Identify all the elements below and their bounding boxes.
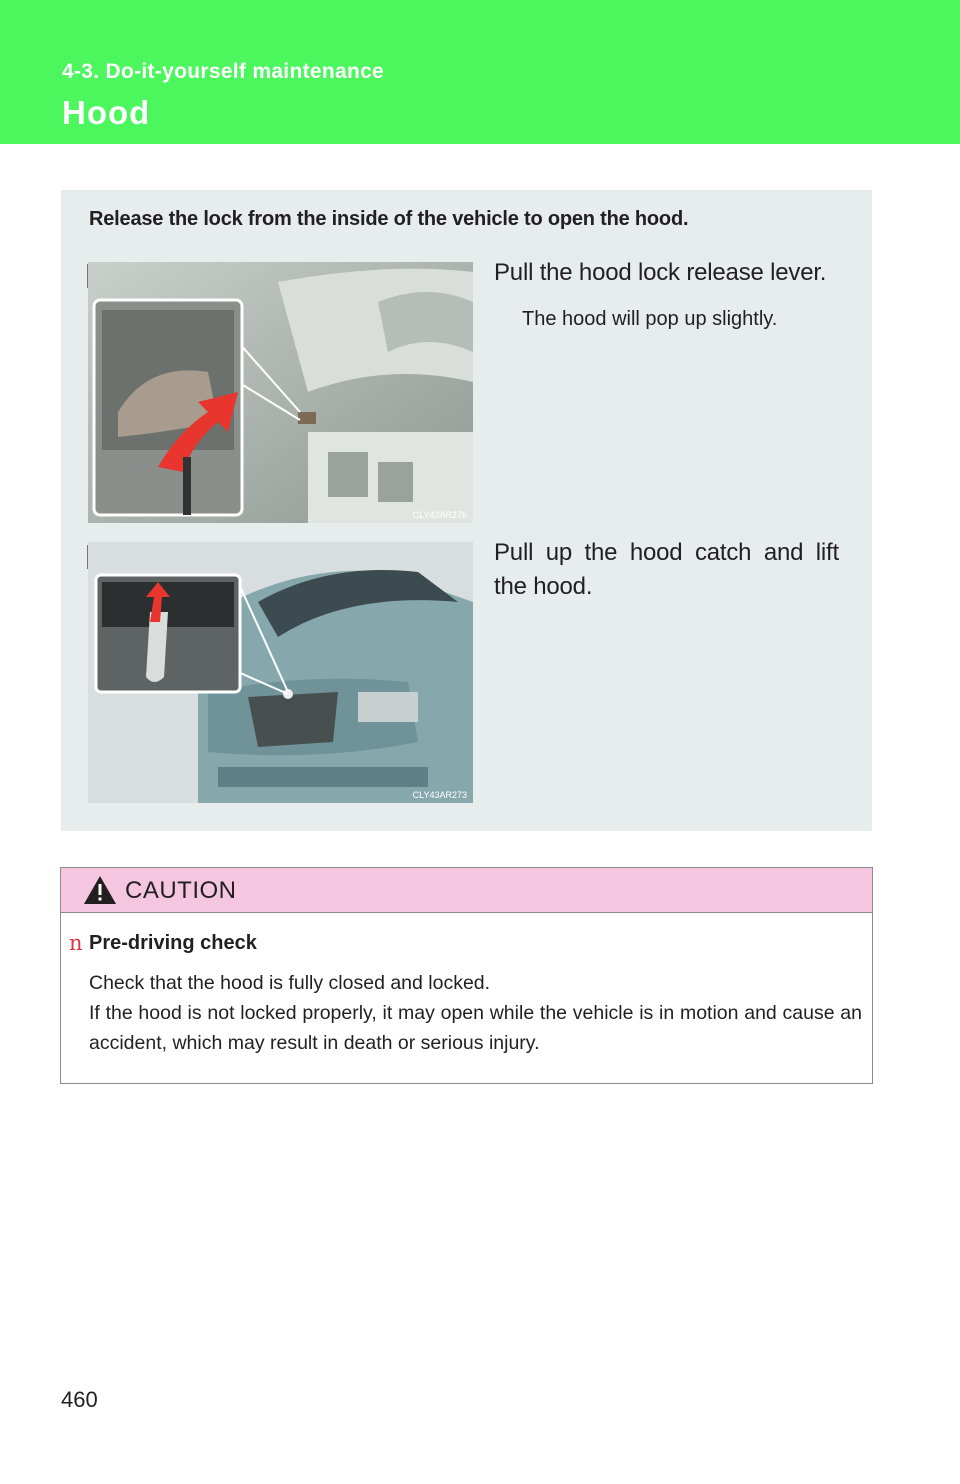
step-1-note: The hood will pop up slightly. — [522, 308, 778, 330]
figure-code: CLY43AR276 — [412, 510, 467, 520]
step-2-text: Pull up the hood catch and lift the hood. — [494, 539, 839, 600]
warning-triangle-icon — [83, 875, 117, 905]
intro-text: Release the lock from the inside of the vehicle to open the hood. — [89, 208, 689, 230]
caution-line-2: If the hood is not locked properly, it may open while the vehicle is in motion and cause an accident, which may result in death or serious injury. — [89, 1002, 862, 1054]
chapter-header — [0, 0, 960, 144]
caution-box — [60, 867, 873, 1084]
caution-line-1: Check that the hood is fully closed and locked. — [89, 972, 491, 994]
page-title: Hood — [62, 94, 151, 131]
bullet-marker: n — [69, 931, 83, 955]
step-1-text: Pull the hood lock release lever. — [494, 259, 827, 286]
caution-subhead: Pre-driving check — [89, 932, 257, 954]
page-number: 460 — [61, 1387, 98, 1412]
section-label: 4-3. Do-it-yourself maintenance — [62, 60, 385, 83]
caution-title: CAUTION — [125, 877, 237, 904]
figure-code: CLY43AR273 — [412, 790, 467, 800]
caution-body — [89, 968, 862, 1058]
caution-header — [61, 868, 872, 913]
instructions-panel — [61, 190, 872, 831]
hood-catch-illustration — [88, 542, 473, 803]
hood-release-lever-illustration — [88, 262, 473, 523]
